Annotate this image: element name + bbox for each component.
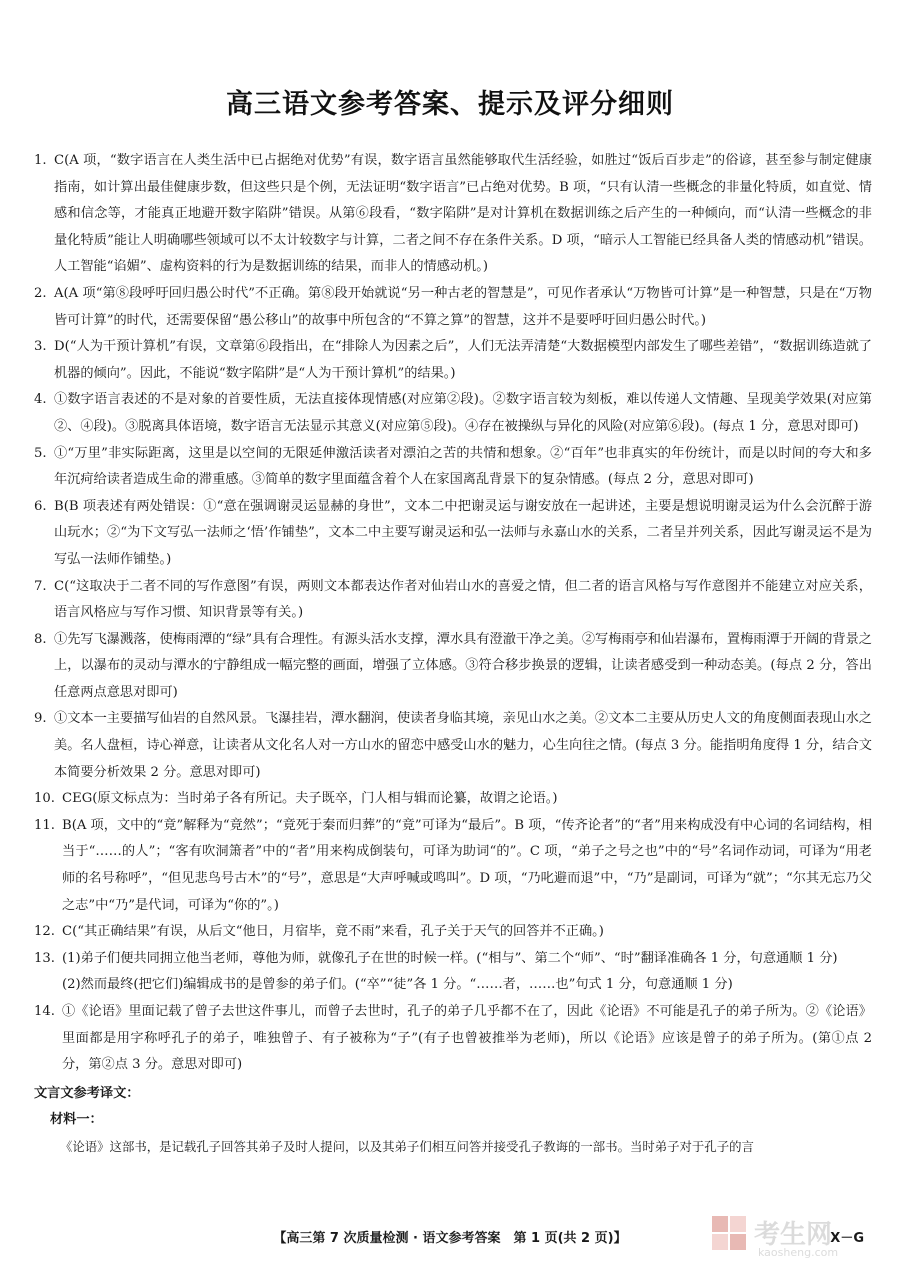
- item-number: 13.: [34, 950, 55, 966]
- item-number: 7.: [34, 578, 47, 594]
- answer-item-9: [34, 706, 872, 786]
- watermark-logo: [710, 1212, 880, 1264]
- item-text: C(“这取决于二者不同的写作意图”有误，两则文本都表达作者对仙岩山水的喜爱之情，但二者的语言风格与写作意图并不能建立对应关系，语言风格应与写作习惯、知识背景等有关。): [54, 578, 872, 621]
- item-text: B(A 项，文中的“竟”解释为“竟然”；“竟死于秦而归葬”的“竟”可译为“最后”。B 项，“传齐论者”的“者”用来构成没有中心词的名词结构，相当于“……的人”；“客有吹洞箫者”中的“者”用来构成倒装句，可译为助词“的”。C 项，“弟子之号之也”中的“号”名词作动词，可译为“用老师的名号称呼”，“但见悲鸟号古木”的“号”，意思是“大声呼喊或鸣叫”。D 项，“乃叱避而退”中，“乃”是副词，可译为“就”；“尔其无忘乃父之志”中“乃”是代词，可译为“你的”。): [62, 817, 872, 913]
- item-number: 12.: [34, 924, 55, 940]
- item-text: ①先写飞瀑溅落，使梅雨潭的“绿”具有合理性。有源头活水支撑，潭水具有澄澈干净之美。②写梅雨亭和仙岩瀑布，置梅雨潭于开阔的背景之上，以瀑布的灵动与潭水的宁静组成一幅完整的画面，增强了立体感。③符合移步换景的逻辑，让读者感受到一种动态美。(每点 2 分，答出任意两点意思对即可): [54, 631, 872, 700]
- answer-item-6: [34, 494, 872, 574]
- watermark-url: kaosheng.com: [758, 1246, 839, 1259]
- answer-item-10: [34, 786, 872, 813]
- page-title: 高三语文参考答案、提示及评分细则: [226, 89, 674, 120]
- translation-text: 《论语》这部书，是记载孔子回答其弟子及时人提问，以及其弟子们相互问答并接受孔子教诲的一部书。当时弟子对于孔子的言: [60, 1138, 754, 1154]
- answer-item-11: [34, 813, 872, 919]
- answer-item-13: [34, 946, 872, 999]
- answer-item-2: [34, 281, 872, 334]
- material-title: 材料一：: [50, 1112, 103, 1128]
- item-text: ①文本一主要描写仙岩的自然风景。飞瀑挂岩，潭水翻润，使读者身临其境，亲见山水之美。②文本二主要从历史人文的角度侧面表现山水之美。名人盘桓，诗心禅意，让读者从文化名人对一方山水的留恋中感受山水的魅力，心生向往之情。(每点 3 分。能指明角度得 1 分，结合文本简要分析效果 2 分。意思对即可): [54, 711, 872, 780]
- paper-code: X－G: [830, 1231, 864, 1246]
- item-subpart: (2)然而最终(把它们)编辑成书的是曾参的弟子们。(“卒”“徒”各 1 分。“……者，……也”句式 1 分，句意通顺 1 分): [62, 977, 733, 993]
- translation-section-title: 文言文参考译文：: [34, 1085, 140, 1101]
- item-text: CEG(原文标点为：当时弟子各有所记。夫子既卒，门人相与辑而论纂，故谓之论语。): [62, 791, 558, 807]
- item-text: C(A 项，“数字语言在人类生活中已占据绝对优势”有误，数字语言虽然能够取代生活经验，如胜过“饭后百步走”的俗谚，甚至参与制定健康指南，如计算出最佳健康步数，但这些只是个例，无法证明“数字语言”已占绝对优势。B 项，“只有认清一些概念的非量化特质，如直觉、情感和信念等，才能真正地避开数字陷阱”错误。从第⑥段看，“数字陷阱”是对计算机在数据训练之后产生的一种倾向，而“认清一些概念的非量化特质”能让人明确哪些领域可以不太计较数字与计算，二者之间不存在条件关系。D 项，“暗示人工智能已经具备人类的情感动机”错误。人工智能“谄媚”、虚构资料的行为是数据训练的结果，而非人的情感动机。): [54, 153, 872, 275]
- item-number: 1.: [34, 153, 47, 168]
- answer-item-3: [34, 334, 872, 387]
- item-text: C(“其正确结果”有误，从后文“他日，月宿毕，竟不雨”来看，孔子关于天气的回答并不正确。): [62, 924, 604, 940]
- item-text: D(“人为干预计算机”有误，文章第⑥段指出，在“排除人为因素之后”，人们无法弄清楚“大数据模型内部发生了哪些差错”，“数据训练造就了机器的倾向”。因此，不能说“数字陷阱”是“人为干预计算机”的结果。): [54, 339, 872, 381]
- answer-list: [34, 148, 872, 1161]
- kaosheng-logo-icon: [710, 1212, 750, 1256]
- item-number: 8.: [34, 631, 47, 647]
- answer-item-5: [34, 441, 872, 494]
- item-text: ①“万里”非实际距离，这里是以空间的无限延伸激活读者对漂泊之苦的共情和想象。②“百年”也非真实的年份统计，而是以时间的夸大和多年沉疴给读者造成生命的滞重感。③简单的数字里面蕴含着个人在家国离乱背景下的复杂情感。(每点 2 分，意思对即可): [54, 445, 872, 488]
- item-number: 9.: [34, 711, 47, 727]
- answer-item-12: [34, 919, 872, 946]
- item-text: A(A 项“第⑧段呼吁回归愚公时代”不正确。第⑧段开始就说“另一种古老的智慧是”，可见作者承认“万物皆可计算”是一种智慧，只是在“万物皆可计算”的时代，还需要保留“愚公移山”的故事中所包含的“不算之算”的智慧，这并不是要呼吁回归愚公时代。): [54, 285, 872, 328]
- page-footer: 【高三第 7 次质量检测 · 语文参考答案 第 1 页(共 2 页)】: [273, 1231, 627, 1246]
- answer-item-8: [34, 627, 872, 707]
- item-number: 2.: [34, 285, 47, 301]
- watermark-text: 考生网: [754, 1220, 833, 1250]
- item-number: 4.: [34, 392, 47, 408]
- item-number: 10.: [34, 791, 55, 807]
- answer-item-4: [34, 387, 872, 440]
- item-number: 14.: [34, 1004, 55, 1019]
- item-number: 3.: [34, 339, 47, 355]
- answer-item-7: [34, 574, 872, 627]
- item-number: 6.: [34, 498, 47, 514]
- item-text: ①数字语言表述的不是对象的首要性质，无法直接体现情感(对应第②段)。②数字语言较为刻板，难以传递人文情趣、呈现美学效果(对应第②、④段)。③脱离具体语境，数字语言无法显示其意义(对应第⑤段)。④存在被操纵与异化的风险(对应第⑥段)。(每点 1 分，意思对即可): [54, 392, 872, 434]
- item-text: ①《论语》里面记载了曾子去世这件事儿，而曾子去世时，孔子的弟子几乎都不在了，因此《论语》不可能是孔子的弟子所为。②《论语》里面都是用字称呼孔子的弟子，唯独曾子、有子被称为“子”(有子也曾被推举为老师)，所以《论语》应该是曾子的弟子所为。(第①点 2 分，第②点 3 分。意思对即可): [62, 1004, 872, 1073]
- item-text: (1)弟子们便共同拥立他当老师，尊他为师，就像孔子在世的时候一样。(“相与”、第二个“师”、“时”翻译准确各 1 分，句意通顺 1 分): [62, 950, 838, 966]
- item-number: 5.: [34, 445, 47, 461]
- item-text: B(B 项表述有两处错误：①“意在强调谢灵运显赫的身世”，文本二中把谢灵运与谢安放在一起讲述，主要是想说明谢灵运为什么会沉醉于游山玩水；②“为下文写弘一法师之‘悟’作铺垫”，文本二中主要写谢灵运和弘一法师与永嘉山水的关系，二者呈并列关系，因此写谢灵运不是为写弘一法师作铺垫。): [54, 498, 872, 567]
- item-number: 11.: [34, 817, 55, 833]
- answer-item-1: [34, 148, 872, 281]
- answer-item-14: [34, 999, 872, 1079]
